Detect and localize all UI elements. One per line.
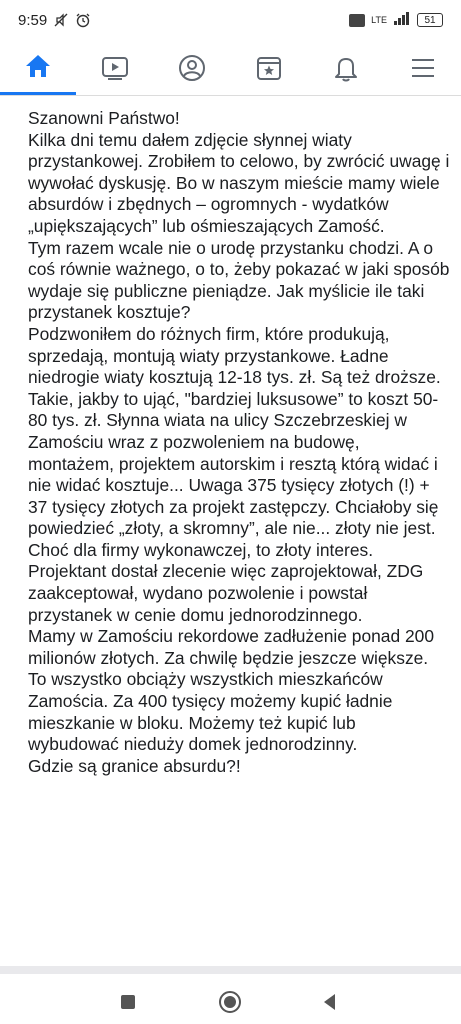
status-left: [18, 12, 91, 29]
marketplace-icon: [254, 53, 284, 83]
post-body: [28, 108, 450, 777]
bell-icon: [331, 53, 361, 83]
bottom-divider: [0, 966, 461, 974]
status-bar: [0, 0, 461, 40]
home-icon: [23, 51, 53, 81]
tab-home[interactable]: [0, 40, 76, 95]
app-nav-bar: [0, 40, 461, 96]
status-right: [349, 11, 443, 29]
post-paragraph: Podzwoniłem do różnych firm, które produkują, sprzedają, montują wiaty przystankowe. Ładne niedrogie wiaty kosztują 12-18 tys. zł. Są też droższe. Takie, jakby to ująć, "bardziej luksusowe” to koszt 50-80 tys. zł. Słynna wiata na ulicy Szczebrzeskiej w Zamościu wraz z pozwoleniem na budowę, montażem, projektem autorskim i resztą którą widać i nie widać kosztuje... Uwaga 375 tysięcy złotych (!) + 37 tysięcy złotych za projekt zastępczy. Chciałoby się powiedzieć „złoty, a skromny”, ale nie... złoty nie jest. Choć dla firmy wykonawczej, to złoty interes. Projektant dostał zlecenie więc zaprojektował, ZDG zaakceptował, wydano pozwolenie i powstał przystanek w cenie domu jednorodzinnego.: [28, 323, 441, 625]
menu-icon: [408, 53, 438, 83]
post-paragraph: Tym razem wcale nie o urodę przystanku chodzi. A o coś równie ważnego, o to, żeby pokazać w jaki sposób wydaje się publiczne pieniądze. Jak myślicie ile taki przystanek kosztuje?: [28, 237, 450, 323]
video-icon: [100, 53, 130, 83]
post-paragraph: Gdzie są granice absurdu?!: [28, 755, 241, 776]
recents-button[interactable]: [108, 982, 148, 1022]
home-button[interactable]: [210, 982, 250, 1022]
tab-video[interactable]: [77, 40, 153, 95]
battery-icon: [417, 13, 443, 27]
recents-icon: [121, 995, 135, 1009]
battery-level: 51: [424, 14, 436, 26]
tab-marketplace[interactable]: [231, 40, 307, 95]
tab-menu[interactable]: [385, 40, 461, 95]
alarm-icon: [75, 12, 91, 28]
back-button[interactable]: [310, 982, 350, 1022]
back-icon: [321, 992, 339, 1012]
profile-icon: [177, 53, 207, 83]
volte-icon: [349, 14, 365, 27]
signal-icon: [393, 11, 411, 29]
system-nav-bar: [0, 974, 461, 1024]
mute-icon: [53, 12, 69, 28]
tab-profile[interactable]: [154, 40, 230, 95]
post-paragraph: Mamy w Zamościu rekordowe zadłużenie ponad 200 milionów złotych. Za chwilę będzie jeszcze większe. To wszystko obciąży wszystkich mieszkańców Zamościa. Za 400 tysięcy możemy kupić ładnie mieszkanie w bloku. Możemy też kupić lub wybudować nieduży domek jednorodzinny.: [28, 626, 434, 755]
tab-notifications[interactable]: [308, 40, 384, 95]
status-time: 9:59: [18, 11, 48, 29]
network-label: LTE: [371, 15, 387, 25]
home-circle-icon: [218, 990, 242, 1014]
post-paragraph: Szanowni Państwo!: [28, 108, 180, 128]
post-paragraph: Kilka dni temu dałem zdjęcie słynnej wiaty przystankowej. Zrobiłem to celowo, by zwrócić uwagę i wywołać dyskusję. Bo w naszym mieście mamy wiele absurdów i zbędnych – ogromnych - wydatków „upiększających” lub ośmieszających Zamość.: [28, 129, 450, 236]
